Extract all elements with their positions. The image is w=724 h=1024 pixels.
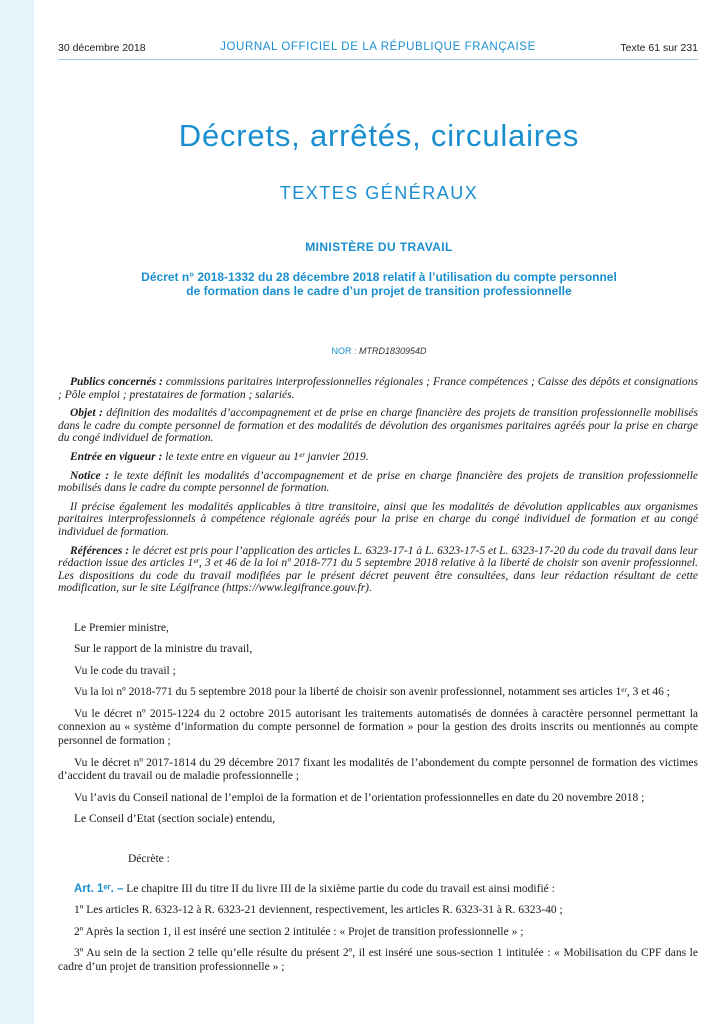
notice-objet xyxy=(58,407,698,445)
notice-references xyxy=(58,545,698,595)
decree-body xyxy=(58,622,698,982)
premier-ministre: Le Premier ministre, xyxy=(74,622,169,634)
notice-text: le texte entre en vigueur au 1ᵉʳ janvier 2019. xyxy=(162,450,369,463)
header-date: 30 décembre 2018 xyxy=(58,42,146,54)
decree-title xyxy=(74,270,684,298)
notice-label: Entrée en vigueur : xyxy=(70,450,163,463)
notice-text: Il précise également les modalités applicables à titre transitoire, ainsi que les modalités de dévolution applicables aux organismes paritaires interprofessionnels à compétence régionale agréés pour la prise en charge du congé individuel de formation et au congé individuel de formation. xyxy=(58,500,698,538)
rapport-line: Sur le rapport de la ministre du travail, xyxy=(74,643,253,656)
article-1-text: Le chapitre III du titre II du livre III de la sixième partie du code du travail est ainsi modifié : xyxy=(123,882,555,895)
decree-title-line-1: Décret n° 2018-1332 du 28 décembre 2018 relatif à l’utilisation du compte personnel xyxy=(141,270,617,284)
notice-notice xyxy=(58,470,698,495)
notice-text: définition des modalités d’accompagnement et de prise en charge financière des projets de transition professionnelle mobilisés dans le cadre du compte personnel de formation et des modalités de dévolution des organismes paritaires agréés pour la prise en charge du congé individuel de formation. xyxy=(58,407,698,445)
visa-code-travail: Vu le code du travail ; xyxy=(74,664,176,677)
section-title: Décrets, arrêtés, circulaires xyxy=(178,118,580,153)
article-1-item-2: 2º Après la section 1, il est inséré une section 2 intitulée : « Projet de transition professionnelle » ; xyxy=(74,925,524,938)
notice-entree-vigueur xyxy=(58,451,698,464)
decree-notice xyxy=(58,376,698,601)
visa-avis: Vu l’avis du Conseil national de l’emploi de la formation et de l’orientation professionnelles en date du 20 novembre 2018 ; xyxy=(74,791,645,804)
visa-decret-2015: Vu le décret nº 2015-1224 du 2 octobre 2015 autorisant les traitements automatisés de données à caractère personnel permettant la connexion au « système d’information du compte personnel de formation » pour la gestion des droits inscrits ou mentionnés au compte personnel de formation ; xyxy=(58,707,698,748)
page-header xyxy=(58,40,698,58)
article-1-label: Art. 1ᵉʳ. – xyxy=(74,882,124,895)
visa-decret-2017: Vu le décret nº 2017-1814 du 29 décembre 2017 fixant les modalités de l’abondement du compte personnel de formation des victimes d’accident du travail ou de maladie professionnelle ; xyxy=(58,756,698,783)
notice-label: Références : xyxy=(70,544,130,557)
nor-label: NOR : xyxy=(331,346,359,356)
decree-title-line-2: de formation dans le cadre d’un projet de transition professionnelle xyxy=(186,284,572,298)
header-text-number: Texte 61 sur 231 xyxy=(620,42,698,54)
notice-label: Objet : xyxy=(70,407,103,420)
visa-loi: Vu la loi nº 2018-771 du 5 septembre 2018 pour la liberté de choisir son avenir professionnel, notamment ses articles 1ᵉʳ, 3 et 46 ; xyxy=(74,686,670,699)
notice-precise xyxy=(58,501,698,539)
conseil-etat: Le Conseil d’Etat (section sociale) entendu, xyxy=(74,813,276,826)
article-1-item-1: 1º Les articles R. 6323-12 à R. 6323-21 deviennent, respectivement, les articles R. 6323-31 à R. 6323-40 ; xyxy=(74,904,563,917)
notice-label: Publics concernés : xyxy=(70,376,163,388)
article-1 xyxy=(58,883,698,897)
header-journal-title: JOURNAL OFFICIEL DE LA RÉPUBLIQUE FRANÇAISE xyxy=(220,41,536,53)
journal-page xyxy=(34,0,724,1024)
notice-text: le décret est pris pour l’application des articles L. 6323-17-1 à L. 6323-17-5 et L. 6323-17-20 du code du travail dans leur rédaction issue des articles 1ᵉʳ, 3 et 46 de la loi nº 2018-771 du 5 septembre 2018 relative à la liberté de choisir son avenir professionnel. Les dispositions du code du travail modifiées par le présent décret peuvent être consultées, dans leur rédaction résultant de cette modification, sur le site Légifrance (https://www.legifrance.gouv.fr). xyxy=(58,544,698,595)
left-margin-band xyxy=(0,0,34,1024)
ministry-heading: MINISTÈRE DU TRAVAIL xyxy=(305,240,453,254)
nor-reference xyxy=(34,346,724,356)
nor-code: MTRD1830954D xyxy=(358,346,427,356)
decrete-heading: Décrète : xyxy=(128,852,170,865)
notice-label: Notice : xyxy=(70,469,110,482)
header-divider xyxy=(58,59,698,60)
subsection-title: TEXTES GÉNÉRAUX xyxy=(279,183,479,203)
article-1-item-3: 3º Au sein de la section 2 telle qu’elle résulte du présent 2º, il est inséré une sous-section 1 intitulée : « Mobilisation du CPF dans le cadre d’un projet de transition professionnelle » ; xyxy=(58,946,698,973)
notice-publics xyxy=(58,376,698,401)
notice-text: le texte définit les modalités d’accompagnement et de prise en charge financière des projets de transition professionnelle mobilisés dans le cadre du compte personnel de formation. xyxy=(58,469,699,495)
notice-text: commissions paritaires interprofessionnelles régionales ; France compétences ; Caisse des dépôts et consignations ; Pôle emploi ; prestataires de formation ; salariés. xyxy=(58,376,698,401)
